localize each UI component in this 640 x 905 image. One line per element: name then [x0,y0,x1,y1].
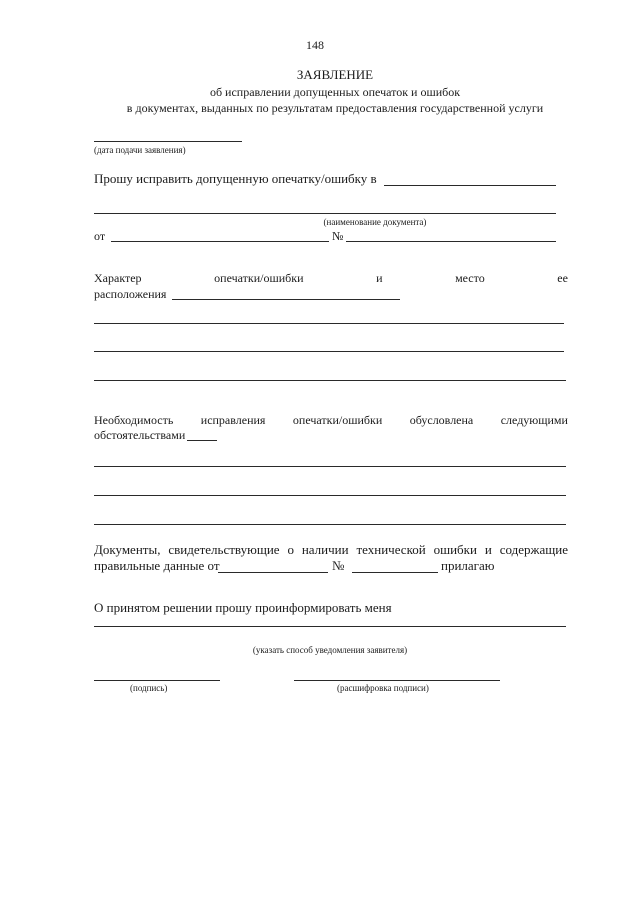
correct-data-date-field-line[interactable] [218,572,328,573]
signature-caption: (подпись) [130,683,168,693]
doc-name-field-line[interactable] [94,213,556,214]
documents-word-7: и [484,542,492,557]
from-label: от [94,229,106,243]
location-label: расположения [94,287,167,301]
form-subtitle-1: об исправлении допущенных опечаток и ошибок [209,85,461,99]
form-title: ЗАЯВЛЕНИЕ [296,67,374,82]
necessity-word-5: следующими [500,413,568,427]
nature-blank-line-1[interactable] [94,323,564,324]
necessity-word-2: исправления [200,413,266,427]
inform-text: О принятом решении прошу проинформировать меня [94,600,392,615]
signature-decode-caption: (расшифровка подписи) [337,683,429,693]
documents-word-3: о [287,542,294,557]
documents-word-5: технической [356,542,426,557]
form-subtitle-2: в документах, выданных по результатам предоставления государственной услуги [126,101,544,115]
nature-word-5: ее [557,271,568,285]
necessity-row [94,413,568,428]
doc-number-field-line[interactable] [346,241,556,242]
number-sign-2: № [332,558,345,573]
nature-row [94,271,568,286]
necessity-word-1: Необходимость [94,413,174,427]
nature-word-1: Характер [94,271,142,285]
circumstances-label: обстоятельствами [94,428,186,442]
nature-blank-line-3[interactable] [94,380,566,381]
documents-word-6: ошибки [433,542,477,557]
signature-decode-field-line[interactable] [294,680,500,681]
circumstances-blank-line-3[interactable] [94,524,566,525]
request-text: Прошу исправить допущенную опечатку/ошибку в [94,171,377,186]
date-field-line[interactable] [94,141,242,142]
documents-word-2: свидетельствующие [168,542,280,557]
correct-data-number-field-line[interactable] [352,572,438,573]
date-caption: (дата подачи заявления) [94,145,186,155]
documents-row [94,542,568,558]
number-sign: № [332,229,344,243]
nature-word-3: и [376,271,383,285]
circumstances-field-line[interactable] [187,440,217,441]
documents-word-8: содержащие [499,542,568,557]
nature-blank-line-2[interactable] [94,351,564,352]
necessity-word-4: обусловлена [409,413,474,427]
nature-word-2: опечатки/ошибки [214,271,304,285]
notify-caption: (указать способ уведомления заявителя) [252,645,408,655]
from-date-field-line[interactable] [111,241,329,242]
request-doc-field-line[interactable] [384,185,556,186]
necessity-word-3: опечатки/ошибки [292,413,383,427]
page-number: 148 [306,38,324,52]
signature-field-line[interactable] [94,680,220,681]
location-field-line[interactable] [172,299,400,300]
notify-method-field-line[interactable] [94,626,566,627]
attach-label: прилагаю [441,558,495,573]
circumstances-blank-line-2[interactable] [94,495,566,496]
circumstances-blank-line-1[interactable] [94,466,566,467]
doc-name-caption: (наименование документа) [323,217,427,227]
documents-word-4: наличии [301,542,349,557]
nature-word-4: место [455,271,485,285]
documents-word-1: Документы, [94,542,161,557]
correct-data-label: правильные данные от [94,558,220,573]
